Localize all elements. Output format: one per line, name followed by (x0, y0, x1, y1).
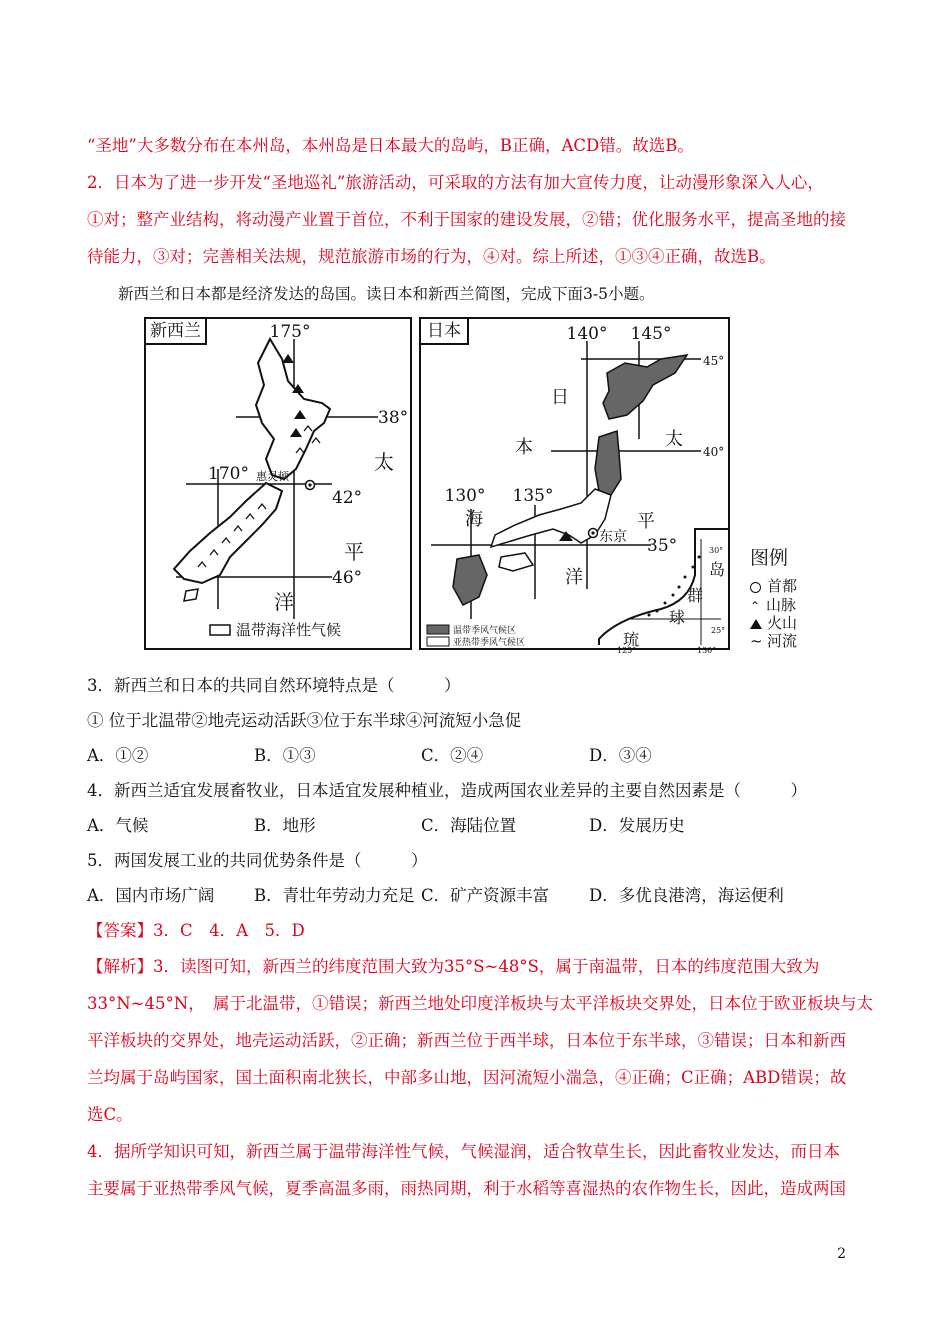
question-3-items: ① 位于北温带②地壳运动活跃③位于东半球④河流短小急促 (87, 711, 522, 730)
jp-legend-subtropical: 亚热带季风气候区 (453, 638, 526, 648)
jp-lon-135: 135° (512, 486, 554, 506)
ryukyu-label-3: 群 (687, 586, 704, 605)
jp-lon-130: 130° (444, 486, 486, 506)
mountain-icon: ⌃ (750, 599, 761, 613)
jp-sea-2: 洋 (565, 567, 583, 588)
japan-map (419, 317, 730, 655)
jp-name-2: 本 (515, 437, 533, 458)
q5-option-b[interactable]: B．青壮年劳动力充足 (254, 886, 415, 905)
legend-title: 图例 (750, 547, 789, 569)
inset-lat-30: 30° (709, 546, 724, 555)
text-line: 2．日本为了进一步开发“圣地巡礼”旅游活动，可采取的方法有加大宣传力度，让动漫形象深入人心， (87, 173, 824, 192)
jp-legend-monsoon: 温带季风气候区 (453, 626, 517, 636)
question-intro: 新西兰和日本都是经济发达的岛国。读日本和新西兰简图，完成下面3-5小题。 (118, 285, 655, 303)
legend-river-label: 河流 (767, 632, 798, 650)
volcano-icon (282, 354, 294, 363)
q4-option-a[interactable]: A．气候 (87, 816, 149, 835)
volcano-icon (750, 619, 762, 629)
q3-option-d[interactable]: D．③④ (589, 746, 652, 765)
analysis-line: 4．据所学知识可知，新西兰属于温带海洋性气候，气候湿润，适合牧草生长，因此畜牧业发达，而日本 (87, 1142, 840, 1161)
q5-option-c[interactable]: C．矿产资源丰富 (421, 886, 550, 905)
legend-mountain (750, 596, 796, 616)
question-5: 5．两国发展工业的共同优势条件是（ ） (87, 851, 428, 870)
nz-lat-42: 42° (332, 488, 363, 508)
inset-lon-130: 130° (697, 646, 717, 655)
nz-ocean-label-3: 洋 (274, 590, 294, 614)
ryukyu-label-1: 琉 (623, 630, 640, 649)
nz-climate-label: 温带海洋性气候 (236, 621, 342, 639)
text-line: “圣地”大多数分布在本州岛，本州岛是日本最大的岛屿，B正确，ACD错。故选B。 (87, 136, 694, 155)
legend-volcano (750, 614, 797, 633)
answer-line: 【答案】3．C 4．A 5．D (87, 921, 305, 940)
legend-capital (750, 577, 797, 596)
analysis-line: 【解析】3．读图可知，新西兰的纬度范围大致为35°S~48°S，属于南温带，日本的纬度范围大致为 (87, 957, 820, 976)
q4-option-b[interactable]: B．地形 (254, 816, 316, 835)
legend-volcano-label: 火山 (767, 614, 798, 632)
q5-option-a[interactable]: A．国内市场广阔 (87, 886, 215, 905)
jp-lon-140: 140° (566, 324, 608, 344)
nz-lon-170: 170° (208, 464, 249, 484)
nz-capital-label: 惠灵顿 (256, 470, 289, 483)
ryukyu-label-4: 岛 (709, 560, 726, 579)
nz-map (144, 317, 412, 650)
nz-map-title: 新西兰 (146, 319, 207, 345)
jp-lat-35: 35° (647, 536, 678, 556)
legend-capital-label: 首都 (767, 577, 798, 595)
analysis-line: 主要属于亚热带季风气候，夏季高温多雨，雨热同期，利于水稻等喜湿热的农作物生长，因此，造成两国 (87, 1179, 846, 1198)
q5-option-d[interactable]: D．多优良港湾，海运便利 (589, 886, 784, 905)
analysis-line: 兰均属于岛屿国家，国土面积南北狭长，中部多山地，因河流短小湍急，④正确；C正确；ABD错误；故 (87, 1068, 847, 1087)
jp-ocean-2: 平 (637, 511, 655, 532)
q3-option-a[interactable]: A．①② (87, 746, 149, 765)
page-number: 2 (837, 1246, 846, 1262)
ryukyu-label-2: 球 (669, 608, 686, 627)
jp-map-title: 日本 (421, 319, 469, 345)
text-line: ①对；整产业结构，将动漫产业置于首位，不利于国家的建设发展，②错；优化服务水平，提高圣地的接 (87, 210, 846, 229)
inset-lat-25: 25° (711, 626, 726, 635)
analysis-line: 选C。 (87, 1105, 133, 1124)
question-4: 4．新西兰适宜发展畜牧业，日本适宜发展种植业，造成两国农业差异的主要自然因素是（ ） (87, 781, 807, 800)
jp-sea-1: 海 (465, 509, 483, 530)
jp-capital-label: 东京 (599, 529, 627, 545)
q4-option-d[interactable]: D．发展历史 (589, 816, 685, 835)
text-line: 待能力，③对；完善相关法规，规范旅游市场的行为，④对。综上所述，①③④正确，故选B。 (87, 247, 776, 266)
jp-lat-45: 45° (703, 354, 725, 368)
nz-lon-175: 175° (269, 322, 311, 342)
inset-lon-125: 125° (617, 646, 637, 655)
nz-lat-46: 46° (332, 568, 363, 588)
nz-lat-38: 38° (378, 408, 409, 428)
analysis-line: 33°N~45°N， 属于北温带，①错误；新西兰地处印度洋板块与太平洋板块交界处，日本位于欧亚板块与太 (87, 994, 873, 1013)
capital-icon (750, 582, 761, 593)
q3-option-c[interactable]: C．②④ (421, 746, 484, 765)
legend-river (750, 632, 797, 651)
nz-ocean-label-2: 平 (344, 540, 364, 564)
q3-option-b[interactable]: B．①③ (254, 746, 316, 765)
jp-lat-40: 40° (703, 445, 725, 459)
jp-name-1: 日 (551, 387, 569, 408)
jp-lon-145: 145° (630, 324, 672, 344)
nz-ocean-label-1: 太 (374, 450, 394, 474)
analysis-line: 平洋板块的交界处，地壳运动活跃，②正确；新西兰位于西半球，日本位于东半球，③错误；日本和新西 (87, 1031, 846, 1050)
river-icon: ~ (750, 632, 763, 650)
question-3: 3．新西兰和日本的共同自然环境特点是（ ） (87, 676, 461, 695)
legend-mountain-label: 山脉 (766, 596, 797, 614)
jp-ocean-1: 太 (665, 429, 683, 450)
q4-option-c[interactable]: C．海陆位置 (421, 816, 517, 835)
